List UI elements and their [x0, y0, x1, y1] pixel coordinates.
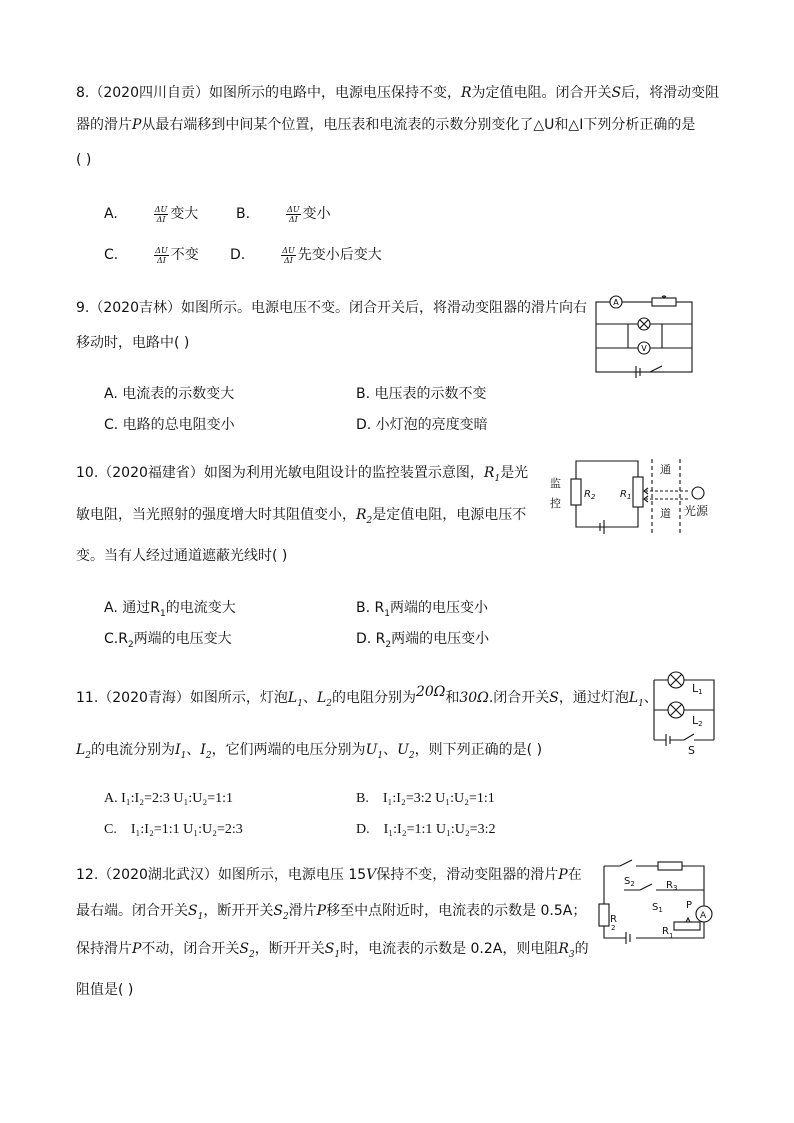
q9-option-b: B. 电压表的示数不变: [356, 386, 487, 402]
q10-option-c: $C.R_2$两端的电压变大: [104, 631, 232, 650]
q10-circuit-diagram: [548, 457, 724, 537]
q10-option-b: B. $R_1$两端的电压变小: [356, 600, 488, 619]
r1-label: $R_1$: [662, 926, 674, 940]
q8-line1: 8.（2020四川自贡）如图所示的电路中，电源电压保持不变，R为定值电阻。闭合开关S后，将滑动变阻: [76, 85, 720, 101]
q8-option-b: B. $\frac{\Delta U}{\Delta I}$ 变小: [236, 204, 331, 224]
l2-label: L2: [692, 714, 703, 728]
q8-line2: 器的滑片P从最右端移到中间某个位置，电压表和电流表的示数分别变化了△U和△I下列分析正确的是: [76, 117, 696, 133]
q9-line2: 移动时，电路中( ): [76, 335, 190, 351]
l1-label: L1: [692, 682, 703, 696]
q8-option-d: D. $\frac{\Delta U}{\Delta I}$ 先变小后变大: [230, 245, 382, 265]
fraction: $\frac{\Delta U}{\Delta I}$: [282, 245, 295, 265]
q12-line4: 阻值是( ): [76, 982, 134, 998]
q11-option-a: A. I₁:I₂=2:3 U₁:U₂=1:1: [104, 791, 234, 806]
q11-line2: $L_2$的电流分别为$I_1$、$I_2$，它们两端的电压分别为$U_1$、$U_2$，则下列正确的是( ): [76, 742, 543, 761]
s1-label: $S_1$: [652, 902, 663, 914]
ammeter-label: A: [700, 911, 707, 921]
q10-option-d: D. $R_2$两端的电压变小: [356, 631, 490, 650]
switch-label: S: [688, 744, 695, 756]
r2-label: R 2: [610, 914, 617, 932]
r1-label: $R_1$: [620, 489, 632, 501]
monitor-label-2: 控: [550, 497, 561, 510]
p-label: P: [686, 900, 693, 911]
q10-option-a: A. 通过$R_1$的电流变大: [104, 600, 236, 619]
channel-label-1: 通: [660, 463, 671, 476]
q12-circuit-diagram: [596, 858, 716, 948]
q10-line2: 敏电阻，当光照射的强度增大时其阻值变小，$R_2$是定值电阻，电源电压不: [76, 507, 527, 526]
q8-option-c: C. $\frac{\Delta U}{\Delta I}$ 不变: [104, 245, 199, 265]
q8-line3: ( ): [76, 152, 92, 168]
q11-option-c: C. I₁:I₂=1:1 U₁:U₂=2:3: [104, 822, 243, 837]
q9-option-a: A. 电流表的示数变大: [104, 386, 235, 402]
fraction: $\frac{\Delta U}{\Delta I}$: [155, 245, 168, 265]
s2-label: $S_2$: [624, 876, 635, 888]
q11-line1: 11.（2020青海）如图所示，灯泡$L_1$、$L_2$的电阻分别为20Ω和30Ω.闭合开关S，通过灯泡$L_1$、: [76, 684, 658, 709]
q9-option-d: D. 小灯泡的亮度变暗: [356, 417, 488, 433]
fraction: $\frac{\Delta U}{\Delta I}$: [154, 204, 168, 224]
r2-label: $R_2$: [584, 489, 596, 501]
voltmeter-label: V: [641, 344, 647, 353]
q11-option-d: D. I₁:I₂=1:1 U₁:U₂=3:2: [356, 822, 496, 837]
channel-label-2: 道: [660, 507, 671, 520]
q9-line1: 9.（2020吉林）如图所示。电源电压不变。闭合开关后，将滑动变阻器的滑片向右: [76, 300, 587, 316]
q8-option-a: A. $\frac{\Delta U}{\Delta I}$ 变大: [104, 204, 199, 224]
fraction: $\frac{\Delta U}{\Delta I}$: [287, 204, 300, 224]
q12-line3: 保持滑片P不动，闭合开关$S_2$，断开开关$S_1$时，电流表的示数是 0.2A，则电阻$R_3$的: [76, 941, 589, 960]
q12-line2: 最右端。闭合开关$S_1$，断开开关$S_2$滑片P移至中点附近时，电流表的示数是 0.5A；: [76, 903, 587, 922]
monitor-label-1: 监: [550, 477, 561, 490]
q10-line1: 10.（2020福建省）如图为利用光敏电阻设计的监控装置示意图，$R_1$是光: [76, 465, 529, 484]
ammeter-label: A: [613, 298, 619, 307]
r3-label: $R_3$: [666, 880, 678, 892]
q9-circuit-diagram: [592, 294, 696, 378]
q11-circuit-diagram: [648, 666, 720, 756]
q9-option-c: C. 电路的总电阻变小: [104, 417, 235, 433]
q11-option-b: B. I₁:I₂=3:2 U₁:U₂=1:1: [356, 791, 495, 806]
q12-line1: 12.（2020湖北武汉）如图所示，电源电压 15V保持不变，滑动变阻器的滑片P在: [76, 867, 582, 883]
q10-line3: 变。当有人经过通道遮蔽光线时( ): [76, 548, 288, 564]
light-source-label: 光源: [684, 504, 709, 518]
